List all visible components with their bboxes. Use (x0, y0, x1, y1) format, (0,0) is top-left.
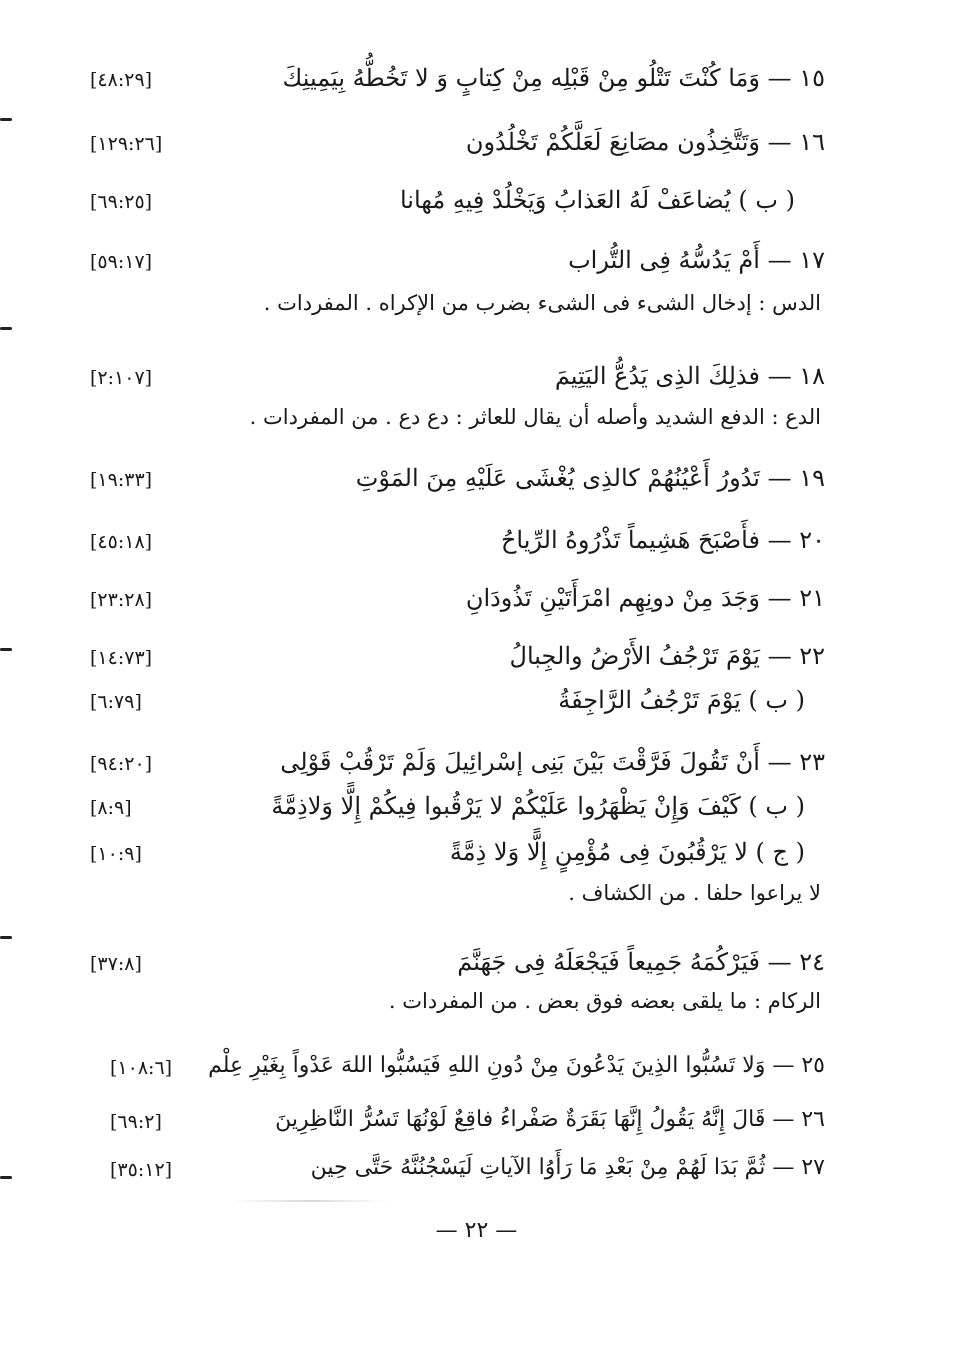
entry-subline (80, 832, 825, 872)
verse-reference: [٢٣:٢٨] (90, 589, 153, 611)
verse-reference: [٣٧:٨] (90, 953, 142, 975)
entry-subline (80, 180, 825, 220)
verse-text: ٢٣ — أَنْ تَقُولَ فَرَّقْتَ بَيْنَ بَنِى إسْرائِيلَ وَلَمْ تَرْقُبْ قَوْلِى (280, 748, 825, 776)
margin-mark (0, 118, 12, 121)
entry-line (80, 458, 825, 498)
margin-mark (0, 648, 12, 651)
entry-line (80, 578, 825, 618)
verse-reference: [٦٩:٢٥] (90, 191, 153, 213)
entry-line (80, 742, 825, 782)
entry-line (80, 1046, 825, 1086)
margin-mark (0, 936, 12, 939)
entry-line (80, 58, 825, 98)
entry-subline (80, 680, 825, 720)
note-text: الركام : ما يلقى بعضه فوق بعض . من المفردات . (388, 989, 821, 1013)
entry-line (80, 520, 825, 560)
verse-text: ٢٧ — ثُمَّ بَدَا لَهُمْ مِنْ بَعْدِ مَا رَأَوُا الآياتِ لَيَسْجُنُنَّهُ حَتَّى حِين (310, 1155, 825, 1180)
verse-text: ( ب ) يَوْمَ تَرْجُفُ الرَّاجِفَةُ (558, 686, 805, 714)
verse-text: ١٩ — تَدُورُ أَعْيُنُهُمْ كالذِى يُغْشَى عَلَيْهِ مِنَ المَوْتِ (355, 464, 825, 492)
verse-reference: [٥٩:١٧] (90, 251, 153, 273)
verse-text: ( ب ) كَيْفَ وَإِنْ يَظْهَرُوا عَلَيْكُمْ لا يَرْقُبوا فِيكُمْ إِلًّا وَلاذِمَّةً (271, 792, 805, 820)
margin-mark (0, 1176, 12, 1179)
entry-line (80, 942, 825, 982)
verse-reference: [٦:٧٩] (90, 691, 142, 713)
verse-text: ١٦ — وَتَتَّخِذُون مصَانِعَ لَعَلَّكُمْ تَخْلُدُون (465, 128, 825, 156)
note-text: الدع : الدفع الشديد وأصله أن يقال للعاثر : دع دع . من المفردات . (249, 405, 821, 429)
verse-reference: [١٤:٧٣] (90, 647, 153, 669)
verse-text: ٢٤ — فَيَرْكُمَهُ جَمِيعاً فَيَجْعَلَهُ فِى جَهَنَّمَ (457, 948, 825, 976)
verse-text: ٢١ — وَجَدَ مِنْ دونِهِم امْرَأَتَيْنِ تَذُودَانِ (465, 584, 825, 612)
verse-reference: [١٠:٩] (90, 843, 142, 865)
verse-text: ١٨ — فذلِكَ الذِى يَدُعُّ اليَتِيمَ (554, 362, 825, 390)
verse-text: ( ج ) لا يَرْقُبُونَ فِى مُؤْمِنٍ إِلًّا وَلا ذِمَّةً (449, 838, 805, 866)
verse-reference: [٤٥:١٨] (90, 531, 153, 553)
verse-text: ١٥ — وَمَا كُنْتَ تَتْلُو مِنْ قَبْلِه مِنْ كِتابٍ وَ لا تَخُطُّهُ بِيَمِينِكَ (282, 64, 825, 92)
entry-line (80, 1100, 825, 1140)
entry-line (80, 1148, 825, 1188)
entry-line (80, 240, 825, 280)
verse-reference: [١٢٩:٢٦] (90, 133, 163, 155)
verse-reference: [٤٨:٢٩] (90, 69, 153, 91)
verse-reference: [٨:٩] (90, 797, 132, 819)
verse-reference: [٢:١٠٧] (90, 367, 153, 389)
verse-text: ٢٦ — قَالَ إِنَّهُ يَقُولُ إِنَّهَا بَقَرَةٌ صَفْراءُ فاقِعٌ لَوْنُهَا تَسُرُّ النَّاظِرِينَ (275, 1107, 825, 1132)
margin-mark (0, 327, 12, 330)
entry-line (80, 122, 825, 162)
verse-text: ٢٢ — يَوْمَ تَرْجُفُ الأَرْضُ والجِبالُ (509, 642, 825, 670)
note-text: الدس : إدخال الشىء فى الشىء بضرب من الإكراه . المفردات . (263, 291, 821, 315)
note-text: لا يراعوا حلفا . من الكشاف . (568, 881, 821, 905)
verse-reference: [٣٥:١٢] (110, 1159, 173, 1181)
entry-line (80, 636, 825, 676)
entry-line (80, 356, 825, 396)
verse-reference: [٦٩:٢] (110, 1111, 162, 1133)
scan-smudge (230, 1200, 390, 1202)
verse-text: ٢٥ — وَلا تَسُبُّوا الذِينَ يَدْعُونَ مِنْ دُونِ اللهِ فَيَسُبُّوا اللهَ عَدْواً بِغَيْرِ عِلْم (208, 1053, 825, 1078)
entry-subline (80, 786, 825, 826)
page-number: — ٢٢ — (435, 1218, 518, 1243)
verse-text: ٢٠ — فأَصْبَحَ هَشِيماً تَذْرُوهُ الرِّياحُ (500, 526, 825, 554)
verse-reference: [٩٤:٢٠] (90, 753, 153, 775)
verse-text: ١٧ — أَمْ يَدُسُّهُ فِى التُّراب (568, 246, 825, 274)
verse-reference: [١٠٨:٦] (110, 1057, 173, 1079)
verse-text: ( ب ) يُضاعَفْ لَهُ العَذابُ وَيَخْلُدْ فِيهِ مُهانا (399, 186, 795, 214)
verse-reference: [١٩:٣٣] (90, 469, 153, 491)
